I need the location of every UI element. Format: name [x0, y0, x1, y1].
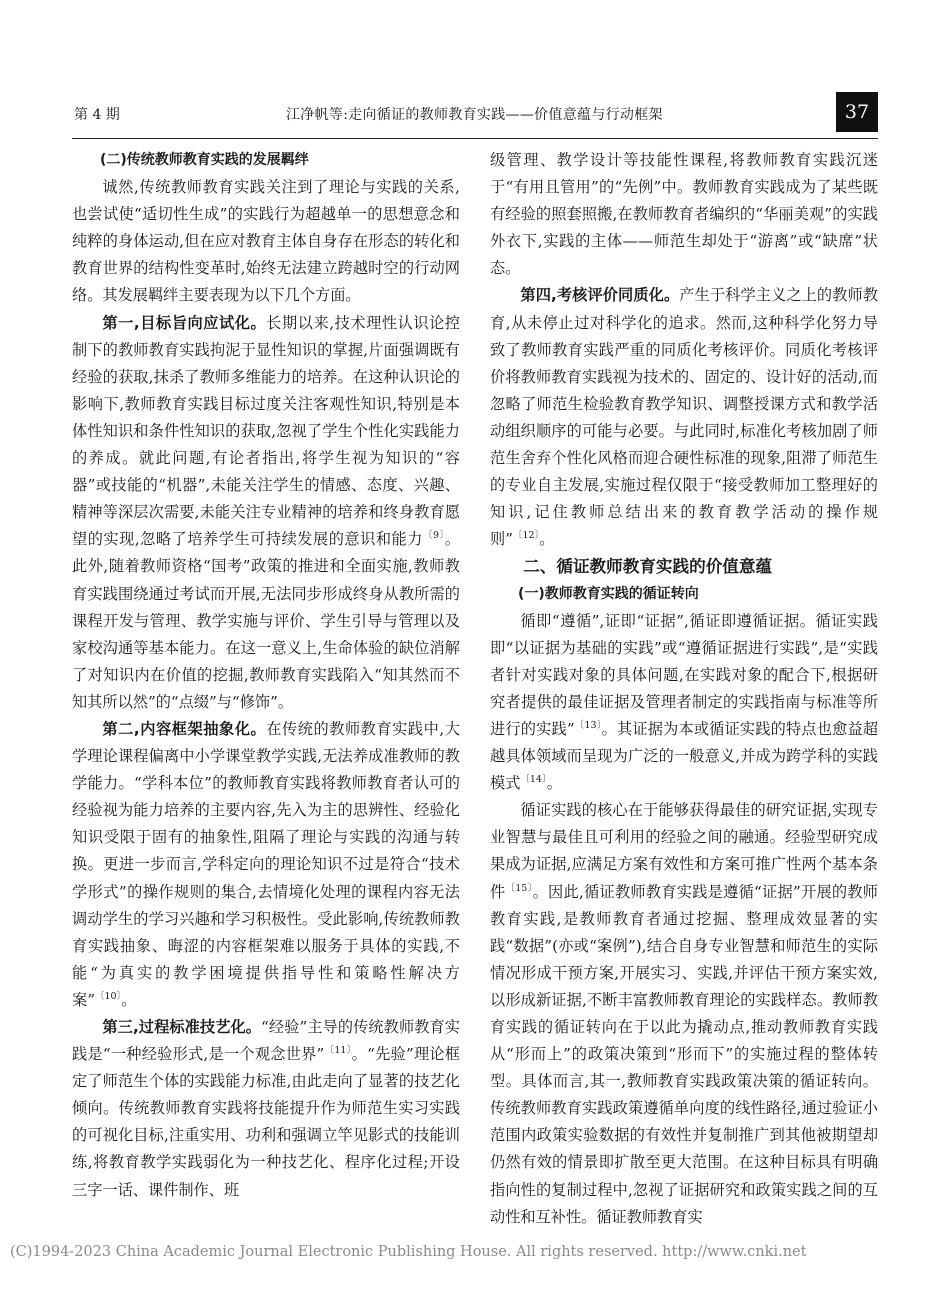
- paragraph-fourth: [490, 282, 878, 553]
- citation-14: 〔14〕: [520, 774, 547, 786]
- paragraph-first-text-b: 。此外,随着教师资格“国考”政策的推进和全面实施,教师教育实践围绕通过考试而开展,无法同步形成终身从教所需的课程开发与管理、教学实施与评价、学生引导与管理以及家校沟通等基本能力。在这一意义上,生命体验的缺位消解了对知识内在价值的挖掘,教师教育实践陷入“知其然而不知其所以然”的“点缀”与“修饰”。: [72, 530, 461, 711]
- paragraph-intro: 诚然,传统教师教育实践关注到了理论与实践的关系,也尝试使“适切性生成”的实践行为超越单一的思想意念和纯粹的身体运动,但在应对教育主体自身存在形态的转化和教育世界的结构性变革时,始终无法建立跨越时空的行动网络。其发展羁绊主要表现为以下几个方面。: [72, 178, 460, 305]
- paragraph-sixth-text-a: 循证实践的核心在于能够获得最佳的研究证据,实现专业智慧与最佳且可利用的经验之间的融通。经验型研究成果成为证据,应满足方案有效性和方案可推广性两个基本条件: [490, 801, 878, 901]
- citation-15: 〔15〕: [505, 882, 533, 894]
- subsection-heading-turn: (一)教师教育实践的循证转向: [518, 585, 699, 602]
- paragraph-third-text-b: 。“先验”理论框定了师范生个体的实践能力标准,由此走向了显著的技艺化倾向。传统教师教育实践将技能提升作为师范生实习实践的可视化目标,注重实用、功利和强调立竿见影式的技能训练,将教育教学实践弱化为一种技艺化、程序化过程;开设三字一话、课件制作、班: [72, 1045, 461, 1199]
- paragraph-second-text-a: 在传统的教师教育实践中,大学理论课程偏离中小学课堂教学实践,无法养成准教师的教学能力。“学科本位”的教师教育实践将教师教育者认可的经验视为能力培养的主要内容,先入为主的思辨性、经验化知识受限于固有的抽象性,阻隔了理论与实践的沟通与转换。更进一步而言,学科定向的理论知识不过是符合“技术学形式”的操作规则的集合,去情境化处理的课程内容无法调动学生的学习兴趣和学习积极性。受此影响,传统教师教育实践抽象、晦涩的内容框架难以服务于具体的实践,不能“为真实的教学困境提供指导性和策略性解决方案”: [72, 719, 460, 1009]
- running-header: [72, 92, 878, 132]
- citation-13: 〔13〕: [574, 719, 602, 731]
- paragraph-fourth-lead: 第四,考核评价同质化。: [520, 286, 680, 305]
- copyright-footer: (C)1994-2023 China Academic Journal Electronic Publishing House. All rights reserved. http://www.cnki.net: [10, 1244, 807, 1260]
- paragraph-fourth-text-a: 产生于科学主义之上的教师教育,从未停止过对科学化的追求。然而,这种科学化努力导致了教师教育实践严重的同质化考核评价。同质化考核评价将教师教育实践视为技术的、固定的、设计好的活动,而忽略了师范生检验教育教学知识、调整授课方式和教学活动组织顺序的可能与必要。与此同时,标准化考核加剧了师范生舍弃个性化风格而迎合硬性标准的现象,阻滞了师范生的专业自主发展,实施过程仅限于“接受教师加工整理好的知识,记住教师总结出来的教育教学活动的操作规则”: [490, 286, 878, 549]
- paragraph-fourth-text-b: 。: [539, 530, 555, 549]
- paragraph-second: [72, 716, 460, 1014]
- paragraph-fifth-text-a: 循即“遵循”,证即“证据”,循证即遵循证据。循证实践即“以证据为基础的实践”或“遵循证据进行实践”,是“实践者针对实践对象的具体问题,在实践对象的配合下,根据研究者提供的最佳证据及管理者制定的实践指南与标准等所进行的实践”: [490, 611, 878, 738]
- left-column: [72, 147, 460, 1204]
- paragraph-fifth-text-b: 。其证据为本或循证实践的特点也愈益超越具体领域而呈现为广泛的一般意义,并成为跨学科的实践模式: [490, 719, 879, 793]
- citation-11: 〔11〕: [324, 1045, 352, 1057]
- paragraph-third-continued: 级管理、教学设计等技能性课程,将教师教育实践沉迷于“有用且管用”的“先例”中。教师教育实践成为了某些既有经验的照套照搬,在教师教育者编织的“华丽美观”的实践外衣下,实践的主体——师范生却处于“游离”或“缺席”状态。: [490, 151, 878, 278]
- paragraph-sixth: [490, 797, 878, 1231]
- header-rule: [72, 138, 878, 139]
- section-heading-traditional: (二)传统教师教育实践的发展羁绊: [100, 152, 309, 168]
- citation-12: 〔12〕: [512, 530, 540, 542]
- issue-number: 第 4 期: [74, 107, 120, 123]
- section-heading-value: 二、循证教师教育实践的价值意蕴: [523, 557, 773, 577]
- paragraph-sixth-text-b: 。因此,循证教师教育实践是遵循“证据”开展的教师教育实践,是教师教育者通过挖掘、整理成效显著的实践“数据”(亦或“案例”),结合自身专业智慧和师范生的实际情况形成干预方案,开展实习、实践,并评估干预方案实效,以形成新证据,不断丰富教师教育理论的实践样态。教师教育实践的循证转向在于以此为撬动点,推动教师教育实践从“形而上”的政策决策到“形而下”的实施过程的整体转型。具体而言,其一,教师教育实践政策决策的循证转向。传统教师教育实践政策遵循单向度的线性路径,通过验证小范围内政策实验数据的有效性并复制推广到其他被期望却仍然有效的情景即扩散至更大范围。在这种目标具有明确指向性的复制过程中,忽视了证据研究和政策实践之间的互动性和互补性。循证教师教育实: [490, 882, 878, 1226]
- paragraph-fifth-text-c: 。: [546, 774, 562, 793]
- paragraph-first-lead: 第一,目标旨向应试化。: [102, 313, 267, 332]
- citation-9: 〔9〕: [422, 530, 445, 542]
- paragraph-third-text-a: “经验”主导的传统教师教育实践是“一种经验形式,是一个观念世界”: [72, 1018, 460, 1064]
- paragraph-third-lead: 第三,过程标准技艺化。: [102, 1018, 262, 1036]
- paragraph-second-text-b: 。: [121, 990, 137, 1009]
- paragraph-fifth: [490, 608, 878, 798]
- running-title: 江净帆等:走向循证的教师教育实践——价值意蕴与行动框架: [286, 107, 663, 123]
- citation-10: 〔10〕: [94, 990, 122, 1002]
- right-column: [490, 147, 878, 1231]
- page-number: 37: [836, 92, 878, 132]
- paragraph-second-lead: 第二,内容框架抽象化。: [102, 719, 267, 738]
- paragraph-first-text-a: 长期以来,技术理性认识论控制下的教师教育实践拘泥于显性知识的掌握,片面强调既有经验的获取,抹杀了教师多维能力的培养。在这种认识论的影响下,教师教育实践目标过度关注客观性知识,特别是本体性知识和条件性知识的获取,忽视了学生个性化实践能力的养成。就此问题,有论者指出,将学生视为知识的“容器”或技能的“机器”,未能关注学生的情感、态度、兴趣、精神等深层次需要,未能关注专业精神的培养和终身教育愿望的实现,忽略了培养学生可持续发展的意识和能力: [72, 313, 460, 549]
- paragraph-first: [72, 310, 460, 716]
- paragraph-third: [72, 1014, 460, 1204]
